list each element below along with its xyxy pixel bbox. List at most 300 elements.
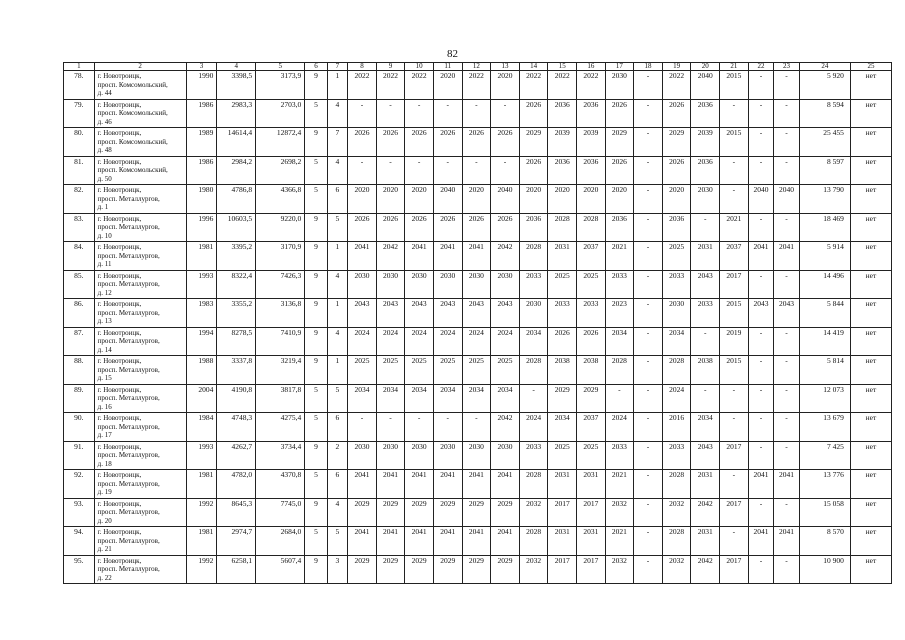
table-cell: 5 (327, 213, 347, 242)
table-cell: - (634, 413, 663, 442)
table-cell: - (748, 384, 774, 413)
table-cell: 2021 (605, 527, 634, 556)
table-cell: - (720, 99, 749, 128)
table-cell: - (348, 99, 377, 128)
table-cell: 2034 (662, 327, 691, 356)
table-cell: - (720, 413, 749, 442)
table-cell: нет (850, 327, 891, 356)
table-cell: 12872,4 (256, 128, 305, 157)
table-cell: 5 814 (799, 356, 850, 385)
table-cell: 8322,4 (217, 270, 256, 299)
table-cell: 2029 (462, 498, 491, 527)
table-cell: 2036 (577, 99, 606, 128)
table-cell: 6 (327, 470, 347, 499)
table-cell: 1984 (186, 413, 217, 442)
table-cell: 2025 (491, 356, 520, 385)
table-cell: - (774, 327, 800, 356)
table-cell: 2031 (548, 242, 577, 271)
address-cell: г. Новотроицк, просп. Комсомольский, д. 50 (94, 156, 186, 185)
table-cell: 2041 (491, 527, 520, 556)
table-cell: 2031 (577, 527, 606, 556)
table-cell: 2020 (548, 185, 577, 214)
table-cell: 2032 (605, 498, 634, 527)
table-cell: 2020 (348, 185, 377, 214)
table-cell: 2042 (491, 242, 520, 271)
column-number: 10 (405, 63, 434, 71)
table-cell: 2030 (433, 270, 462, 299)
table-cell: 2041 (405, 470, 434, 499)
table-cell: 2019 (720, 327, 749, 356)
table-cell: 2036 (548, 99, 577, 128)
table-cell: 2041 (774, 470, 800, 499)
table-row (64, 498, 892, 527)
table-cell: 1983 (186, 299, 217, 328)
table-cell: 2022 (462, 71, 491, 100)
table-cell: 2015 (720, 71, 749, 100)
table-cell: 7410,9 (256, 327, 305, 356)
table-cell: 3170,9 (256, 242, 305, 271)
table-cell: 2037 (577, 242, 606, 271)
table-cell: 2026 (519, 156, 548, 185)
table-cell: - (405, 413, 434, 442)
table-cell: 2022 (405, 71, 434, 100)
table-cell: 5607,4 (256, 555, 305, 584)
table-cell: 2022 (548, 71, 577, 100)
table-cell: - (634, 156, 663, 185)
table-cell: 3398,5 (217, 71, 256, 100)
table-cell: - (634, 470, 663, 499)
table-cell: 2029 (605, 128, 634, 157)
table-cell: нет (850, 555, 891, 584)
table-cell: 2015 (720, 299, 749, 328)
table-cell: 2025 (348, 356, 377, 385)
table-cell: 2041 (376, 527, 405, 556)
address-cell: г. Новотроицк, просп. Металлургов, д. 21 (94, 527, 186, 556)
table-cell: - (748, 555, 774, 584)
table-cell: нет (850, 185, 891, 214)
table-cell: нет (850, 470, 891, 499)
table-cell: - (405, 99, 434, 128)
table-cell: 4782,0 (217, 470, 256, 499)
table-cell: 2024 (348, 327, 377, 356)
table-cell: 2026 (376, 128, 405, 157)
page-number: 82 (447, 48, 458, 60)
table-cell: 2024 (462, 327, 491, 356)
table-cell: 2043 (405, 299, 434, 328)
row-number-cell: 78. (64, 71, 95, 100)
table-cell: нет (850, 441, 891, 470)
table-cell: 1 (327, 242, 347, 271)
column-number: 25 (850, 63, 891, 71)
table-cell: - (720, 527, 749, 556)
column-number: 5 (256, 63, 305, 71)
table-cell: нет (850, 71, 891, 100)
address-cell: г. Новотроицк, просп. Металлургов, д. 17 (94, 413, 186, 442)
table-cell: 2026 (662, 99, 691, 128)
table-cell: 25 455 (799, 128, 850, 157)
table-cell: 3136,8 (256, 299, 305, 328)
table-cell: 7 (327, 128, 347, 157)
table-cell: 2684,0 (256, 527, 305, 556)
table-cell: 2041 (774, 527, 800, 556)
table-cell: 2032 (605, 555, 634, 584)
table-cell: 2034 (433, 384, 462, 413)
table-cell: 2015 (720, 356, 749, 385)
table-cell: 2030 (376, 270, 405, 299)
table-cell: 2026 (433, 128, 462, 157)
table-cell: 2037 (720, 242, 749, 271)
table-cell: 3734,4 (256, 441, 305, 470)
table-cell: 2042 (376, 242, 405, 271)
table-cell: 9 (305, 327, 327, 356)
table-row (64, 327, 892, 356)
table-cell: 2041 (491, 470, 520, 499)
table-cell: 4 (327, 270, 347, 299)
column-number: 21 (720, 63, 749, 71)
table-cell: 9 (305, 270, 327, 299)
table-cell: 2017 (577, 498, 606, 527)
table-cell: 2026 (433, 213, 462, 242)
table-cell: 2043 (376, 299, 405, 328)
table-cell: 2036 (548, 156, 577, 185)
table-cell: 2024 (405, 327, 434, 356)
address-cell: г. Новотроицк, просп. Металлургов, д. 20 (94, 498, 186, 527)
table-cell: - (748, 441, 774, 470)
table-cell: - (774, 498, 800, 527)
table-cell: 2041 (462, 527, 491, 556)
column-number: 16 (577, 63, 606, 71)
table-cell: 2036 (577, 156, 606, 185)
table-row (64, 413, 892, 442)
table-cell: - (748, 156, 774, 185)
table-cell: 2031 (577, 470, 606, 499)
table-cell: 9 (305, 213, 327, 242)
table-cell: - (491, 99, 520, 128)
table-row (64, 270, 892, 299)
table-cell: - (634, 327, 663, 356)
table-cell: 2029 (462, 555, 491, 584)
table-row (64, 213, 892, 242)
table-cell: 2029 (348, 498, 377, 527)
table-row (64, 185, 892, 214)
table-cell: 2030 (405, 441, 434, 470)
table-cell: 1986 (186, 99, 217, 128)
row-number-cell: 93. (64, 498, 95, 527)
table-cell: 1992 (186, 498, 217, 527)
table-cell: 2029 (405, 498, 434, 527)
table-cell: 2017 (720, 498, 749, 527)
table-cell: 2028 (548, 213, 577, 242)
table-cell: 1988 (186, 356, 217, 385)
table-cell: 2025 (433, 356, 462, 385)
table-cell: 9 (305, 498, 327, 527)
table-cell: 4262,7 (217, 441, 256, 470)
table-cell: 2037 (577, 413, 606, 442)
table-cell: 2024 (662, 384, 691, 413)
table-cell: - (405, 156, 434, 185)
table-cell: 2029 (433, 555, 462, 584)
row-number-cell: 90. (64, 413, 95, 442)
table-cell: 2030 (376, 441, 405, 470)
table-cell: 2031 (691, 470, 720, 499)
table-cell: - (748, 99, 774, 128)
table-cell: 2031 (548, 527, 577, 556)
table-cell: 2041 (348, 470, 377, 499)
table-cell: 18 469 (799, 213, 850, 242)
table-cell: - (433, 99, 462, 128)
table-cell: 2039 (577, 128, 606, 157)
table-cell: 9 (305, 441, 327, 470)
table-cell: 2020 (577, 185, 606, 214)
table-cell: 2028 (662, 527, 691, 556)
table-cell: 2042 (691, 555, 720, 584)
table-cell: 2034 (491, 384, 520, 413)
table-cell: - (774, 413, 800, 442)
table-cell: 5 920 (799, 71, 850, 100)
table-cell: 2043 (348, 299, 377, 328)
table-cell: 2041 (774, 242, 800, 271)
table-row (64, 384, 892, 413)
row-number-cell: 94. (64, 527, 95, 556)
table-cell: 2025 (548, 441, 577, 470)
table-cell: 2021 (605, 242, 634, 271)
table-cell: - (433, 413, 462, 442)
table-cell: нет (850, 270, 891, 299)
table-cell: 5 844 (799, 299, 850, 328)
table-row (64, 527, 892, 556)
table-cell: 7426,3 (256, 270, 305, 299)
table-cell: 2024 (376, 327, 405, 356)
table-cell: 2028 (662, 356, 691, 385)
column-number: 3 (186, 63, 217, 71)
row-number-cell: 84. (64, 242, 95, 271)
table-cell: 3817,8 (256, 384, 305, 413)
table-cell: 2040 (691, 71, 720, 100)
column-number: 14 (519, 63, 548, 71)
address-cell: г. Новотроицк, просп. Металлургов, д. 12 (94, 270, 186, 299)
table-cell: 2036 (691, 156, 720, 185)
table-cell: 2042 (491, 413, 520, 442)
table-cell: 1 (327, 356, 347, 385)
table-cell: 2040 (491, 185, 520, 214)
table-cell: 2043 (748, 299, 774, 328)
table-cell: - (774, 99, 800, 128)
table-cell: 2017 (577, 555, 606, 584)
table-cell: 5 (305, 527, 327, 556)
table-cell: - (774, 555, 800, 584)
table-cell: 1994 (186, 327, 217, 356)
table-row (64, 356, 892, 385)
table-cell: 10 900 (799, 555, 850, 584)
table-cell: 2041 (348, 242, 377, 271)
table-cell: 2017 (548, 498, 577, 527)
table-cell: 10603,5 (217, 213, 256, 242)
table-cell: 2026 (376, 213, 405, 242)
table-cell: - (748, 128, 774, 157)
row-number-cell: 95. (64, 555, 95, 584)
table-cell: 5 (305, 185, 327, 214)
table-cell: 9 (305, 128, 327, 157)
table-cell: 4370,8 (256, 470, 305, 499)
row-number-cell: 80. (64, 128, 95, 157)
address-cell: г. Новотроицк, просп. Металлургов, д. 16 (94, 384, 186, 413)
table-cell: 2033 (662, 270, 691, 299)
table-cell: 2041 (433, 242, 462, 271)
table-cell: 2043 (462, 299, 491, 328)
table-cell: 13 776 (799, 470, 850, 499)
table-row (64, 470, 892, 499)
table-cell: 2023 (605, 299, 634, 328)
table-cell: - (634, 527, 663, 556)
table-cell: 2029 (519, 128, 548, 157)
table-cell: - (748, 71, 774, 100)
table-cell: 3355,2 (217, 299, 256, 328)
table-cell: 6258,1 (217, 555, 256, 584)
table-cell: 2036 (662, 213, 691, 242)
table-cell: 2032 (519, 498, 548, 527)
table-body (64, 63, 892, 584)
table-cell: 3 (327, 555, 347, 584)
table-cell: - (519, 384, 548, 413)
table-cell: нет (850, 527, 891, 556)
table-cell: - (774, 384, 800, 413)
table-cell: 2029 (348, 555, 377, 584)
table-cell: - (748, 413, 774, 442)
table-cell: 2032 (662, 555, 691, 584)
table-cell: - (462, 99, 491, 128)
row-number-cell: 83. (64, 213, 95, 242)
table-cell: 2020 (433, 71, 462, 100)
table-cell: 2031 (691, 527, 720, 556)
table-cell: 2032 (662, 498, 691, 527)
table-cell: - (433, 156, 462, 185)
table-cell: 1981 (186, 470, 217, 499)
table-cell: 4275,4 (256, 413, 305, 442)
table-cell: 2025 (662, 242, 691, 271)
column-number: 9 (376, 63, 405, 71)
table-cell: 6 (327, 185, 347, 214)
column-number: 13 (491, 63, 520, 71)
column-number: 24 (799, 63, 850, 71)
column-number: 23 (774, 63, 800, 71)
table-cell: 2041 (462, 470, 491, 499)
table-cell: 2030 (348, 441, 377, 470)
table-cell: 2024 (605, 413, 634, 442)
table-cell: - (774, 71, 800, 100)
table-cell: - (748, 327, 774, 356)
table-cell: 9 (305, 299, 327, 328)
table-cell: 7 425 (799, 441, 850, 470)
table-row (64, 242, 892, 271)
table-cell: - (748, 270, 774, 299)
column-number: 2 (94, 63, 186, 71)
table-cell: 2017 (720, 555, 749, 584)
column-number: 8 (348, 63, 377, 71)
table-cell: 5 (327, 384, 347, 413)
table-cell: 13 679 (799, 413, 850, 442)
address-cell: г. Новотроицк, просп. Комсомольский, д. 48 (94, 128, 186, 157)
column-number: 19 (662, 63, 691, 71)
table-cell: - (376, 413, 405, 442)
table-cell: 2026 (491, 213, 520, 242)
table-cell: 2038 (577, 356, 606, 385)
table-cell: 5 (305, 156, 327, 185)
table-cell: 2984,2 (217, 156, 256, 185)
table-cell: 4366,8 (256, 185, 305, 214)
table-cell: 2029 (376, 498, 405, 527)
table-cell: 2025 (462, 356, 491, 385)
table-cell: 9 (305, 242, 327, 271)
table-cell: 1981 (186, 527, 217, 556)
table-cell: 2034 (519, 327, 548, 356)
table-cell: 1993 (186, 270, 217, 299)
table-cell: 7745,0 (256, 498, 305, 527)
table-cell: 2028 (577, 213, 606, 242)
table-cell: 8 594 (799, 99, 850, 128)
table-cell: 1986 (186, 156, 217, 185)
table-cell: 1992 (186, 555, 217, 584)
table-cell: 9 (305, 555, 327, 584)
table-cell: 2026 (405, 213, 434, 242)
table-cell: 4 (327, 327, 347, 356)
table-cell: 4786,8 (217, 185, 256, 214)
table-cell: 2020 (605, 185, 634, 214)
table-cell: 2030 (405, 270, 434, 299)
row-number-cell: 87. (64, 327, 95, 356)
address-cell: г. Новотроицк, просп. Металлургов, д. 10 (94, 213, 186, 242)
table-cell: 8 570 (799, 527, 850, 556)
table-cell: - (720, 384, 749, 413)
table-cell: 2043 (433, 299, 462, 328)
table-cell: 4 (327, 498, 347, 527)
table-cell: 2036 (691, 99, 720, 128)
table-cell: 2026 (577, 327, 606, 356)
table-cell: 2033 (519, 441, 548, 470)
row-number-cell: 92. (64, 470, 95, 499)
table-cell: нет (850, 242, 891, 271)
table-cell: нет (850, 498, 891, 527)
table-cell: - (634, 99, 663, 128)
table-cell: 14 419 (799, 327, 850, 356)
table-cell: - (720, 470, 749, 499)
table-cell: 2028 (519, 527, 548, 556)
table-cell: - (348, 413, 377, 442)
table-cell: - (691, 327, 720, 356)
table-cell: 2036 (605, 213, 634, 242)
table-cell: 2030 (433, 441, 462, 470)
table-cell: - (605, 384, 634, 413)
column-number: 12 (462, 63, 491, 71)
table-cell: 2026 (662, 156, 691, 185)
table-cell: 2041 (405, 242, 434, 271)
table-cell: 2026 (462, 213, 491, 242)
table-cell: - (634, 384, 663, 413)
table-cell: 2020 (662, 185, 691, 214)
table-cell: 3219,4 (256, 356, 305, 385)
table-cell: нет (850, 156, 891, 185)
table-cell: 2004 (186, 384, 217, 413)
table-cell: 14 496 (799, 270, 850, 299)
table-cell: 1981 (186, 242, 217, 271)
table-cell: 2025 (548, 270, 577, 299)
table-cell: 2041 (462, 242, 491, 271)
table-cell: 2025 (405, 356, 434, 385)
table-cell: нет (850, 384, 891, 413)
table-cell: нет (850, 356, 891, 385)
table-cell: 2030 (491, 270, 520, 299)
table-cell: 2020 (519, 185, 548, 214)
table-cell: 4 (327, 99, 347, 128)
